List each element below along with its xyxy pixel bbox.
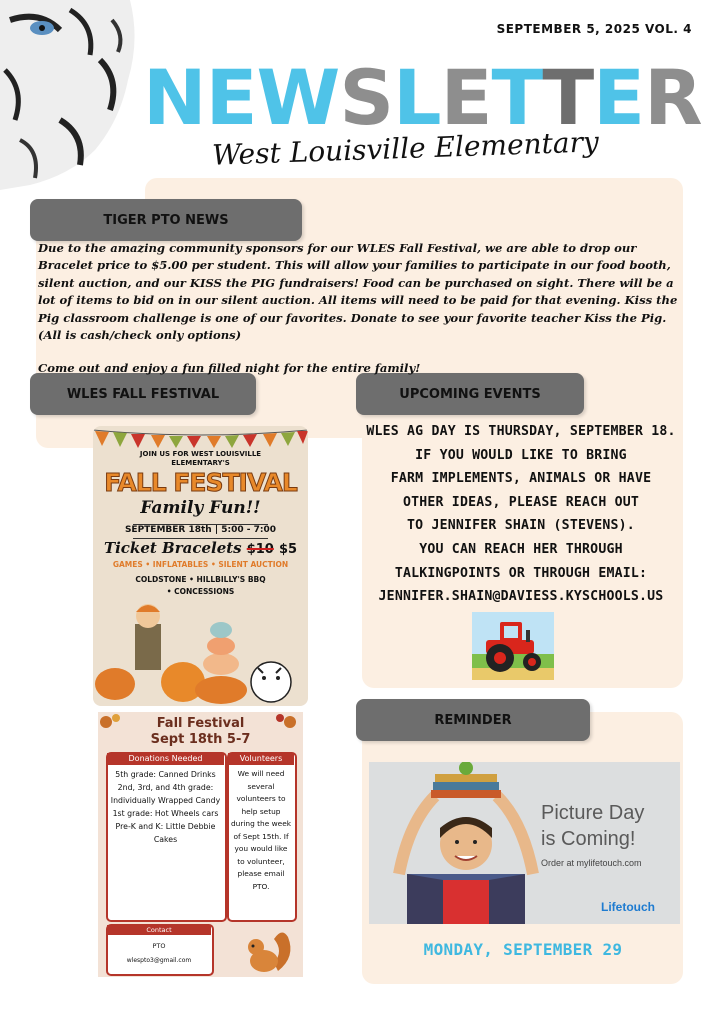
donation-item: 2nd, 3rd, and 4th grade: Individually Wrapped Candy [110, 783, 221, 805]
school-name: West Louisville Elementary [211, 125, 600, 172]
flyer-vendors: COLDSTONE • HILLBILLY'S BBQ • CONCESSIONS [135, 575, 266, 596]
event-line: TALKINGPOINTS OR THROUGH EMAIL: [394, 565, 648, 581]
title-letter: N [143, 53, 206, 142]
flyer-old-price: $10 [246, 542, 274, 557]
flyer-tickets-row [93, 538, 308, 557]
title-letter: T [542, 53, 594, 142]
reminder-heading: REMINDER [356, 699, 590, 741]
event-line: JENNIFER.SHAIN@DAVIESS.KYSCHOOLS.US [378, 589, 664, 605]
pumpkins-illustration [93, 602, 308, 706]
flyer-tickets: Ticket Bracelets [103, 539, 242, 557]
event-line: OTHER IDEAS, PLEASE REACH OUT [402, 494, 640, 510]
leaves-decoration [98, 712, 303, 752]
events-text [362, 420, 680, 609]
pto-paragraph-2: Come out and enjoy a fun filled night for the entire family! [38, 361, 421, 376]
title-letter: S [339, 53, 394, 142]
fall-festival-donations-flyer [98, 712, 303, 977]
contact-email: wlespto3@gmail.com [126, 957, 192, 964]
event-line: WLES AG DAY IS THURSDAY, SEPTEMBER 18. [366, 424, 676, 439]
fall-festival-flyer [93, 426, 308, 706]
donation-item: 1st grade: Hot Wheels cars [112, 809, 219, 818]
contact-heading: Contact [107, 925, 211, 935]
flyer2-date-time: Sept 18th 5-7 [150, 732, 251, 747]
title-letter: E [593, 53, 645, 142]
donation-item: Pre-K and K: Little Debbie Cakes [115, 822, 216, 844]
tractor-image [472, 612, 554, 680]
event-line: IF YOU WOULD LIKE TO BRING [415, 447, 627, 463]
title-letter: E [440, 53, 492, 142]
donations-list [110, 768, 221, 846]
pto-article [38, 240, 678, 394]
ad-brand: Lifetouch [601, 900, 655, 914]
volunteers-text: We will need several volunteers to help setup during the week of Sept 15th. If you would like to volunteer, please email PTO. [230, 769, 292, 891]
picture-day-ad [369, 762, 680, 924]
title-letter: R [644, 53, 702, 142]
newsletter-title [143, 53, 702, 142]
flyer-new-price: $5 [278, 542, 298, 557]
event-line: FARM IMPLEMENTS, ANIMALS OR HAVE [390, 471, 652, 487]
title-letter: E [205, 53, 257, 142]
flyer-subtitle: Family Fun!! [140, 498, 261, 518]
title-letter: W [256, 53, 340, 142]
donation-item: 5th grade: Canned Drinks [115, 770, 216, 779]
ad-headline-2: is Coming! [541, 828, 636, 850]
picture-day-date: MONDAY, SEPTEMBER 29 [423, 940, 623, 959]
event-line: TO JENNIFER SHAIN (STEVENS). [407, 518, 635, 534]
ad-headline-1: Picture Day [541, 802, 645, 824]
pto-heading: TIGER PTO NEWS [30, 199, 302, 241]
issue-dateline: SEPTEMBER 5, 2025 VOL. 4 [496, 22, 692, 36]
flyer2-title: Fall Festival [156, 716, 245, 731]
flyer-intro: JOIN US FOR WEST LOUISVILLE ELEMENTARY'S [139, 450, 262, 467]
event-line: YOU CAN REACH HER THROUGH [419, 541, 623, 557]
title-letter: L [393, 53, 441, 142]
donations-heading: Donations Needed [107, 753, 224, 765]
flyer-title: FALL FESTIVAL [104, 468, 297, 497]
festival-heading: WLES FALL FESTIVAL [30, 373, 256, 415]
squirrel-illustration [238, 927, 298, 975]
title-letter: T [491, 53, 543, 142]
flyer-date-time: SEPTEMBER 18th | 5:00 - 7:00 [124, 525, 277, 535]
bunting-decoration [93, 426, 308, 448]
events-heading: UPCOMING EVENTS [356, 373, 584, 415]
tiger-illustration [0, 0, 140, 190]
ad-order-link: Order at mylifetouch.com [541, 858, 642, 868]
contact-name: PTO [152, 942, 166, 950]
pto-paragraph-1: Due to the amazing community sponsors for our WLES Fall Festival, we are able to drop our Bracelet price to $5.00 per student. This will allow your families to participate in our food booth, silent auction, and our KISS the PIG fundraisers! Food can be purchased on sight. There will be a lot of items to bid on in our silent auction. All items will need to be paid for that evening. Kiss the Pig classroom challenge is one of our favorites. Donate to see your favorite teacher Kiss the Pig. (All is cash/check only options) [38, 241, 678, 343]
volunteers-heading: Volunteers [228, 753, 294, 765]
student-photo [369, 762, 539, 924]
flyer-activities: GAMES • INFLATABLES • SILENT AUCTION [112, 560, 289, 569]
